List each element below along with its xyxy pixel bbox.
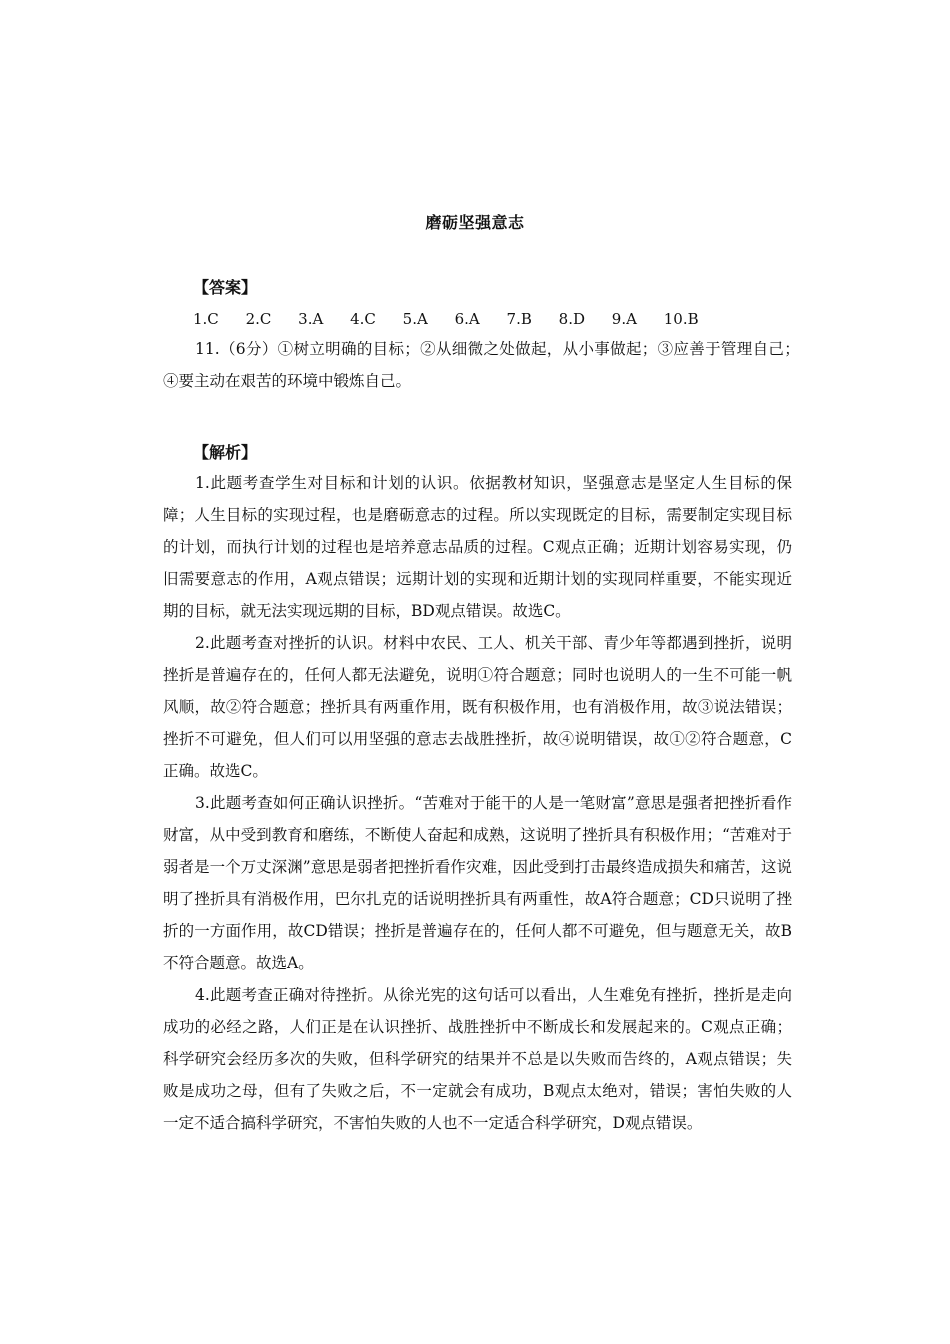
answer-item: 1.C — [193, 310, 219, 328]
answer-item: 3.A — [298, 310, 324, 328]
answer-item: 9.A — [611, 310, 637, 328]
section-spacer — [163, 397, 792, 439]
analysis-paragraph-2: 2.此题考查对挫折的认识。材料中农民、工人、机关干部、青少年等都遇到挫折，说明挫折是普遍存在的，任何人都无法避免，说明①符合题意；同时也说明人的一生不可能一帆风顺，故②符合题意；挫折具有两重作用，既有积极作用，也有消极作用，故③说法错误；挫折不可避免，但人们可以用坚强的意志去战胜挫折，故④说明错误，故①②符合题意，C正确。故选C。 — [163, 634, 792, 780]
answer-item: 6.A — [454, 310, 480, 328]
page-title: 磨砺坚强意志 — [425, 213, 525, 232]
answer-item: 7.B — [506, 310, 532, 328]
analysis-paragraph-1: 1.此题考查学生对目标和计划的认识。依据教材知识，坚强意志是坚定人生目标的保障；人生目标的实现过程，也是磨砺意志的过程。所以实现既定的目标，需要制定实现目标的计划，而执行计划的过程也是培养意志品质的过程。C观点正确；近期计划容易实现，仍旧需要意志的作用，A观点错误；远期计划的实现和近期计划的实现同样重要，不能实现近期的目标，就无法实现远期的目标，BD观点错误。故选C。 — [163, 474, 792, 620]
q11-answer: 11.（6分）①树立明确的目标；②从细微之处做起，从小事做起；③应善于管理自己； ④要主动在艰苦的环境中锻炼自己。 — [163, 340, 808, 390]
answer-item: 10.B — [663, 310, 699, 328]
answer-item: 8.D — [558, 310, 586, 328]
analysis-heading: 【解析】 — [193, 443, 258, 462]
answer-item: 4.C — [350, 310, 376, 328]
analysis-paragraph-4: 4.此题考查正确对待挫折。从徐光宪的这句话可以看出，人生难免有挫折，挫折是走向成功的必经之路，人们正是在认识挫折、战胜挫折中不断成长和发展起来的。C观点正确；科学研究会经历多次的失败，但科学研究的结果并不总是以失败而告终的，A观点错误；失败是成功之母，但有了失败之后，不一定就会有成功，B观点太绝对，错误；害怕失败的人一定不适合搞科学研究，不害怕失败的人也不一定适合科学研究，D观点错误。 — [163, 986, 792, 1132]
answer-item: 5.A — [402, 310, 428, 328]
answer-item: 2.C — [245, 310, 272, 328]
document-body — [163, 274, 808, 1139]
choice-answers — [163, 305, 792, 333]
analysis-paragraph-3: 3.此题考查如何正确认识挫折。“苦难对于能干的人是一笔财富”意思是强者把挫折看作财富，从中受到教育和磨练，不断使人奋起和成熟，这说明了挫折具有积极作用；“苦难对于弱者是一个万丈深渊”意思是弱者把挫折看作灾难，因此受到打击最终造成损失和痛苦，这说明了挫折具有消极作用，巴尔扎克的话说明挫折具有两重性，故A符合题意；CD只说明了挫折的一方面作用，故CD错误；挫折是普遍存在的，任何人都不可避免，但与题意无关，故B不符合题意。故选A。 — [163, 794, 792, 972]
answer-heading: 【答案】 — [193, 278, 258, 297]
